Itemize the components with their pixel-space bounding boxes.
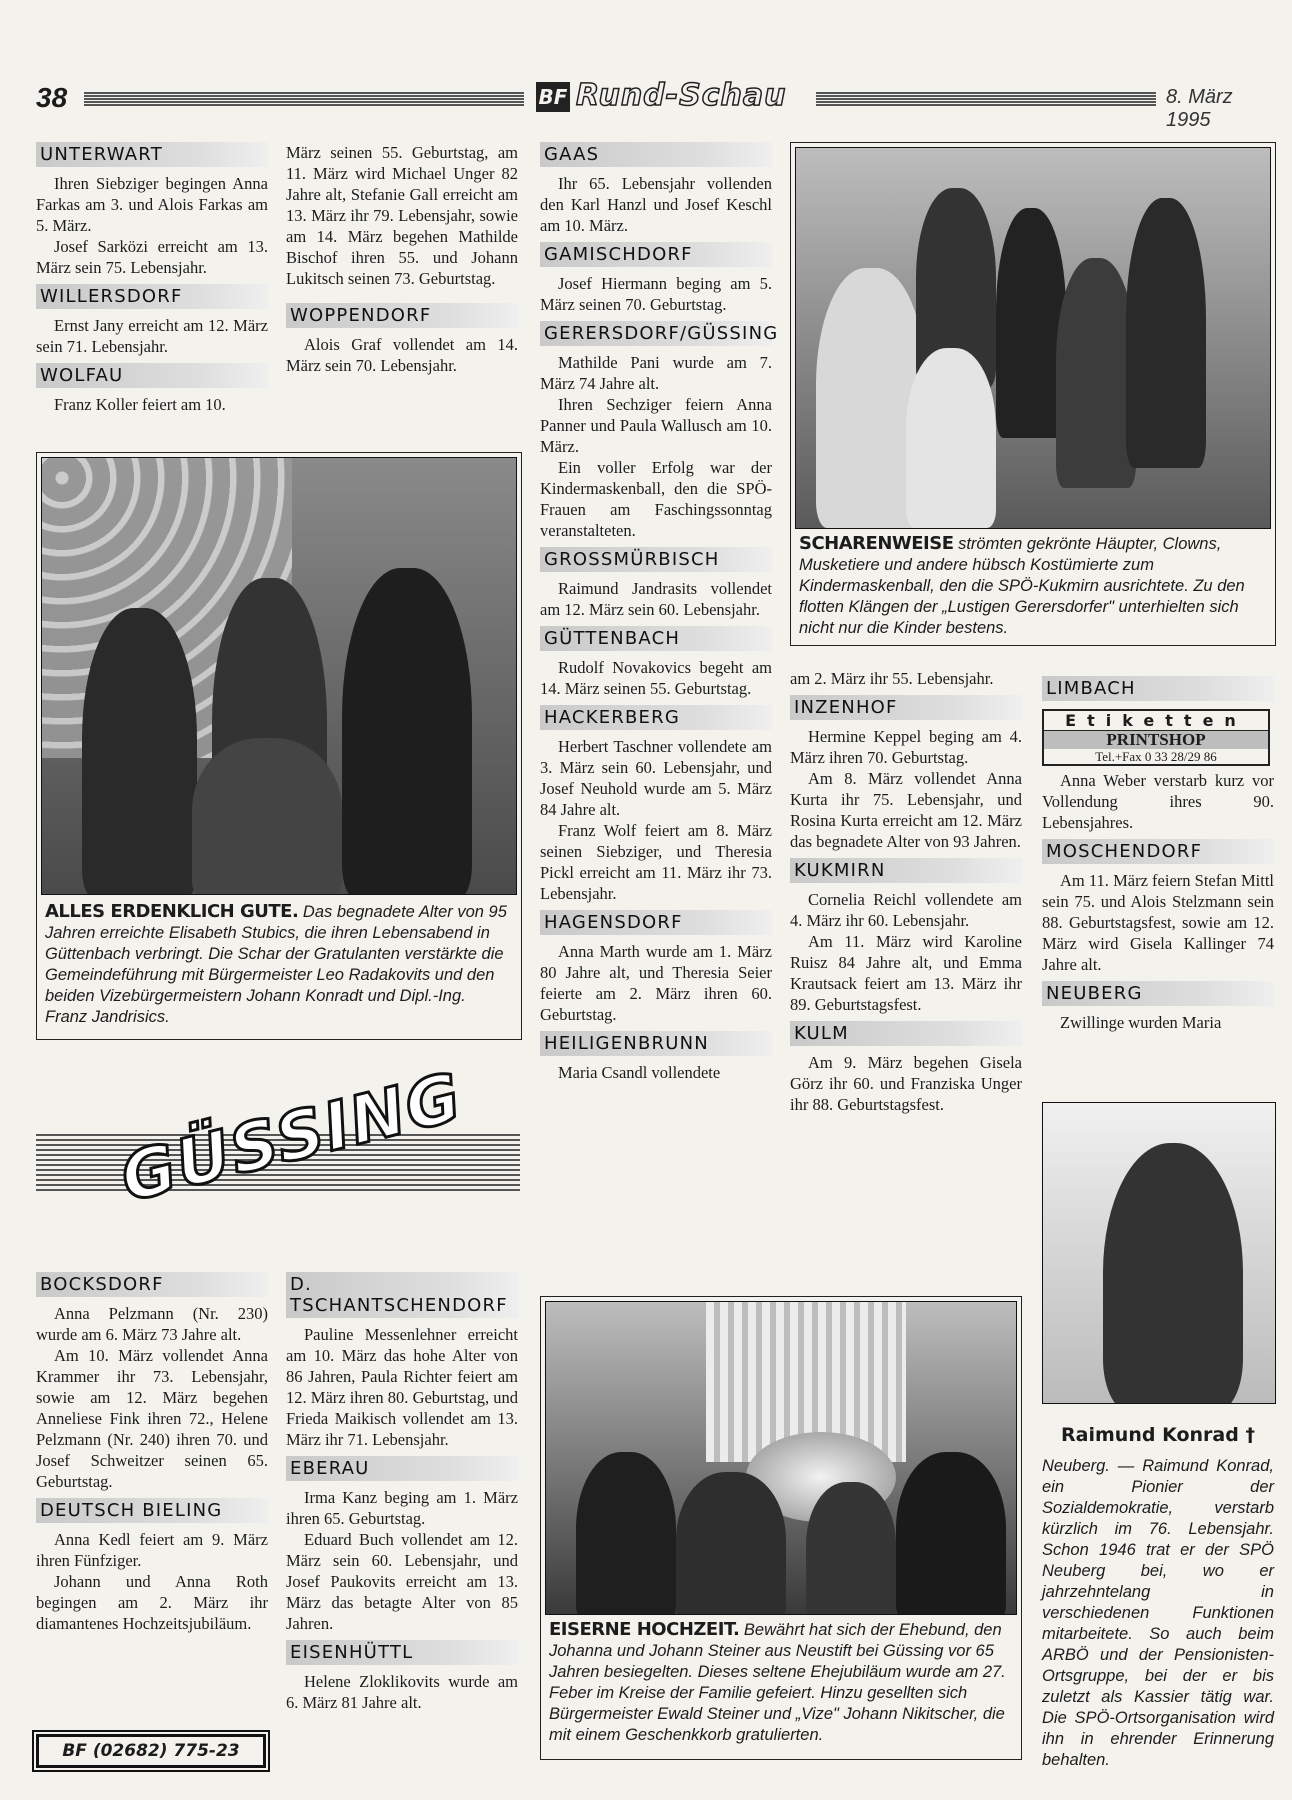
heading-hagensdorf: HAGENSDORF xyxy=(540,910,772,935)
paragraph: Raimund Jandrasits vollendet am 12. März sein 60. Lebensjahr. xyxy=(540,579,772,619)
paragraph: Alois Graf vollendet am 14. März sein 70. Lebensjahr. xyxy=(286,335,518,375)
heading-eberau: EBERAU xyxy=(286,1456,518,1481)
person-silhouette xyxy=(676,1472,786,1615)
heading-eisenhuettl: EISENHÜTTL xyxy=(286,1640,518,1665)
paragraph: Anna Kedl feiert am 9. März ihren Fünfziger. xyxy=(36,1530,268,1570)
photo-caption xyxy=(799,533,1265,639)
logo-badge: BF xyxy=(536,82,570,112)
paragraph: Rudolf Novakovics begeht am 14. März seinen 55. Geburtstag. xyxy=(540,658,772,698)
guessing-banner xyxy=(36,1057,520,1234)
photo-box-eiserne-hochzeit xyxy=(540,1296,1022,1760)
person-silhouette xyxy=(896,1452,1006,1615)
paragraph: Maria Csandl vollendete xyxy=(558,1063,721,1082)
page-number: 38 xyxy=(36,82,68,113)
logo-title: Rund-Schau xyxy=(576,78,787,113)
heading-willersdorf: WILLERSDORF xyxy=(36,284,268,309)
person-silhouette xyxy=(806,1482,896,1615)
person-silhouette xyxy=(342,568,472,895)
paragraph: Am 10. März vollendet Anna Krammer ihr 73. Lebensjahr, sowie am 12. März begehen Anneliese Fink ihren 72., Helene Pelzmann (Nr. 240) ihren 70. und Josef Schweitzer seinen 65. Geburtstag. xyxy=(36,1346,268,1491)
paragraph: Franz Koller feiert am 10. xyxy=(54,395,226,414)
heading-wolfau: WOLFAU xyxy=(36,363,268,388)
heading-deutsch-bieling: DEUTSCH BIELING xyxy=(36,1498,268,1523)
ad-phone: Tel.+Fax 0 33 28/29 86 xyxy=(1095,749,1217,764)
header-rule-right xyxy=(816,92,1156,106)
heading-unterwart: UNTERWART xyxy=(36,142,268,167)
paragraph: März seinen 55. Geburtstag, am 11. März wird Michael Unger 82 Jahre alt, Stefanie Gall erreicht am 13. März ihr 79. Lebensjahr, sowie am 14. März begehen Mathilde Bischof ihren 55. und Johann Lukitsch seinen 73. Geburtstag. xyxy=(286,143,518,288)
phone-box: BF (02682) 775-23 xyxy=(36,1734,266,1768)
paragraph: Anna Marth wurde am 1. März 80 Jahre alt, und Theresia Seier feierte am 2. März ihren 60. Geburtstag. xyxy=(540,942,772,1024)
heading-kulm: KULM xyxy=(790,1021,1022,1046)
heading-moschendorf: MOSCHENDORF xyxy=(1042,839,1274,864)
paragraph: Am 11. März wird Karoline Ruisz 84 Jahre alt, und Emma Krautsack feiert am 13. März ihr 89. Geburtstagsfest. xyxy=(790,932,1022,1014)
paragraph: Ihr 65. Lebensjahr vollenden den Karl Hanzl und Josef Keschl am 10. März. xyxy=(540,174,772,235)
paragraph: Mathilde Pani wurde am 7. März 74 Jahre alt. xyxy=(540,353,772,393)
photo-kindermaskenball xyxy=(795,147,1271,529)
heading-guettenbach: GÜTTENBACH xyxy=(540,626,772,651)
caption-text: strömten gekrönte Häupter, Clowns, Musketiere und andere hübsch Kostümierte zum Kindermaskenball, den die SPÖ-Kukmirn ausrichtete. Zu den flotten Klängen der „Lustigen Gerersdorfer" unterhielten sich nicht nur die Kinder bestens. xyxy=(799,535,1245,637)
paragraph: Cornelia Reichl vollendete am 4. März ihr 60. Lebensjahr. xyxy=(790,890,1022,930)
ad-title: Etiketten xyxy=(1044,711,1268,731)
photo-caption xyxy=(549,1619,1011,1746)
caption-text: Bewährt hat sich der Ehebund, den Johanna und Johann Steiner aus Neustift bei Güssing vor 65 Jahren besiegelten. Dieses seltene Ehejubiläum wurde am 27. Feber im Kreise der Familie gefeiert. Hinzu gesellten sich Bürgermeister Ewald Steiner und „Vize" Johann Nikitscher, die mit einem Geschenkkorb gratulierten. xyxy=(549,1621,1006,1744)
paragraph: Ernst Jany erreicht am 12. März sein 71. Lebensjahr. xyxy=(36,316,268,356)
paragraph: Am 11. März feiern Stefan Mittl sein 75. und Alois Stelzmann sein 88. Geburtstagsfest, sowie am 12. März wird Gisela Kallinger 74 Jahre alt. xyxy=(1042,871,1274,974)
paragraph: Pauline Messenlehner erreicht am 10. März das hohe Alter von 86 Jahren, Paula Richter feiert am 12. März ihren 80. Geburtstag, und Frieda Maikisch vollendet am 13. März ihr 71. Lebensjahr. xyxy=(286,1325,518,1449)
paragraph: Herbert Taschner vollendete am 3. März sein 60. Lebensjahr, und Josef Neuhold wurde am 5. März 84 Jahre alt. xyxy=(540,737,772,819)
paragraph: Johann und Anna Roth begingen am 2. März ihr diamantenes Hochzeitsjubiläum. xyxy=(36,1572,268,1633)
paragraph: Hermine Keppel beging am 4. März ihren 70. Geburtstag. xyxy=(790,727,1022,767)
guessing-title: GÜSSING xyxy=(113,1057,471,1217)
column-3 xyxy=(540,142,779,1083)
page-header xyxy=(36,78,1276,131)
child-silhouette xyxy=(1056,258,1136,488)
photo-caption xyxy=(45,901,511,1028)
paragraph: Am 8. März vollendet Anna Kurta ihr 75. Lebensjahr, und Rosina Kurta erreicht am 12. März das begnadete Alter von 93 Jahren. xyxy=(790,769,1022,851)
paragraph: Am 9. März begehen Gisela Görz ihr 60. und Franziska Unger ihr 88. Geburtstagsfest. xyxy=(790,1053,1022,1114)
person-silhouette xyxy=(192,738,342,895)
person-silhouette xyxy=(576,1452,676,1615)
obituary-title: Raimund Konrad † xyxy=(1061,1424,1255,1446)
heading-gerersdorf: GERERSDORF/GÜSSING xyxy=(540,321,772,346)
paragraph: Anna Pelzmann (Nr. 230) wurde am 6. März 73 Jahre alt. xyxy=(36,1304,268,1344)
column-4 xyxy=(790,668,1022,1115)
heading-woppendorf: WOPPENDORF xyxy=(286,303,518,328)
paragraph: Josef Sarközi erreicht am 13. März sein 75. Lebensjahr. xyxy=(36,237,268,277)
issue-date: 8. März 1995 xyxy=(1166,86,1233,131)
paragraph: am 2. März ihr 55. Lebensjahr. xyxy=(790,669,994,688)
paragraph: Anna Weber verstarb kurz vor Vollendung ihres 90. Lebensjahres. xyxy=(1042,771,1274,832)
paragraph: Ihren Siebziger begingen Anna Farkas am 3. und Alois Farkas am 5. März. xyxy=(36,174,268,235)
caption-lead: ALLES ERDENKLICH GUTE. xyxy=(45,901,299,922)
paragraph: Helene Zloklikovits wurde am 6. März 81 Jahre alt. xyxy=(286,1672,518,1712)
paragraph: Eduard Buch vollendet am 12. März sein 60. Lebensjahr, und Josef Paukovits erreicht am 13. März das betagte Alter von 85 Jahren. xyxy=(286,1530,518,1633)
header-rule-left xyxy=(84,92,524,106)
column-2 xyxy=(286,142,518,376)
heading-gaas: GAAS xyxy=(540,142,772,167)
child-silhouette xyxy=(1126,198,1206,468)
photo-box-scharenweise xyxy=(790,142,1276,646)
paragraph: Ein voller Erfolg war der Kindermaskenball, den die SPÖ-Frauen am Faschingssonntag veranstalteten. xyxy=(540,458,772,540)
person-silhouette xyxy=(82,608,197,895)
printshop-ad xyxy=(1042,709,1270,766)
photo-eiserne-hochzeit xyxy=(545,1301,1017,1615)
column-bottom-1 xyxy=(36,1272,268,1634)
paragraph: Zwillinge wurden Maria xyxy=(1060,1013,1222,1032)
caption-text: Das begnadete Alter von 95 Jahren erreichte Elisabeth Stubics, die ihren Lebensabend in Güttenbach verbringt. Die Schar der Gratulanten verstärkte die Gemeindeführung mit Bürgermeister Leo Radakovits und den beiden Vizebürgermeistern Johann Konradt und Dipl.-Ing. Franz Jandrisics. xyxy=(45,903,507,1026)
column-5 xyxy=(1042,668,1274,1033)
heading-limbach: LIMBACH xyxy=(1042,676,1274,701)
heading-neuberg: NEUBERG xyxy=(1042,981,1274,1006)
paragraph: Josef Hiermann beging am 5. März seinen 70. Geburtstag. xyxy=(540,274,772,314)
child-silhouette xyxy=(906,348,996,528)
paragraph: Franz Wolf feiert am 8. März seinen Siebziger, und Theresia Pickl erreicht am 11. März ihr 73. Lebensjahr. xyxy=(540,821,772,903)
heading-d-tschantschendorf: D. TSCHANTSCHENDORF xyxy=(286,1272,518,1318)
heading-inzenhof: INZENHOF xyxy=(790,695,1022,720)
caption-lead: SCHARENWEISE xyxy=(799,533,954,554)
heading-bocksdorf: BOCKSDORF xyxy=(36,1272,268,1297)
caption-lead: EISERNE HOCHZEIT. xyxy=(549,1619,740,1640)
column-1 xyxy=(36,142,268,415)
heading-grossmuerbisch: GROSSMÜRBISCH xyxy=(540,547,772,572)
column-bottom-2 xyxy=(286,1272,518,1713)
photo-gratulanten xyxy=(41,457,517,895)
heading-gamischdorf: GAMISCHDORF xyxy=(540,242,772,267)
heading-kukmirn: KUKMIRN xyxy=(790,858,1022,883)
paragraph: Ihren Sechziger feiern Anna Panner und Paula Wallusch am 10. März. xyxy=(540,395,772,456)
obituary-text: Neuberg. — Raimund Konrad, ein Pionier der Sozialdemokratie, verstarb kürzlich im 76. Lebensjahr. Schon 1946 trat er der SPÖ Neuberg bei, wo er jahrzehntelang in verschiedenen Funktionen mitarbeitete. So auch beim ARBÖ und der Pensionisten-Ortsgruppe, bei der er bis zuletzt als Kassier tätig war. Die SPÖ-Ortsorganisation wird ihn in ehrender Erinnerung behalten. xyxy=(1042,1457,1274,1769)
photo-raimund-konrad xyxy=(1042,1102,1276,1404)
heading-hackerberg: HACKERBERG xyxy=(540,705,772,730)
paragraph: Irma Kanz beging am 1. März ihren 65. Geburtstag. xyxy=(286,1488,518,1528)
ad-subtitle: PRINTSHOP xyxy=(1044,731,1268,749)
heading-heiligenbrunn: HEILIGENBRUNN xyxy=(540,1031,772,1056)
portrait-silhouette xyxy=(1103,1143,1243,1404)
photo-box-alles-erdenklich xyxy=(36,452,522,1040)
